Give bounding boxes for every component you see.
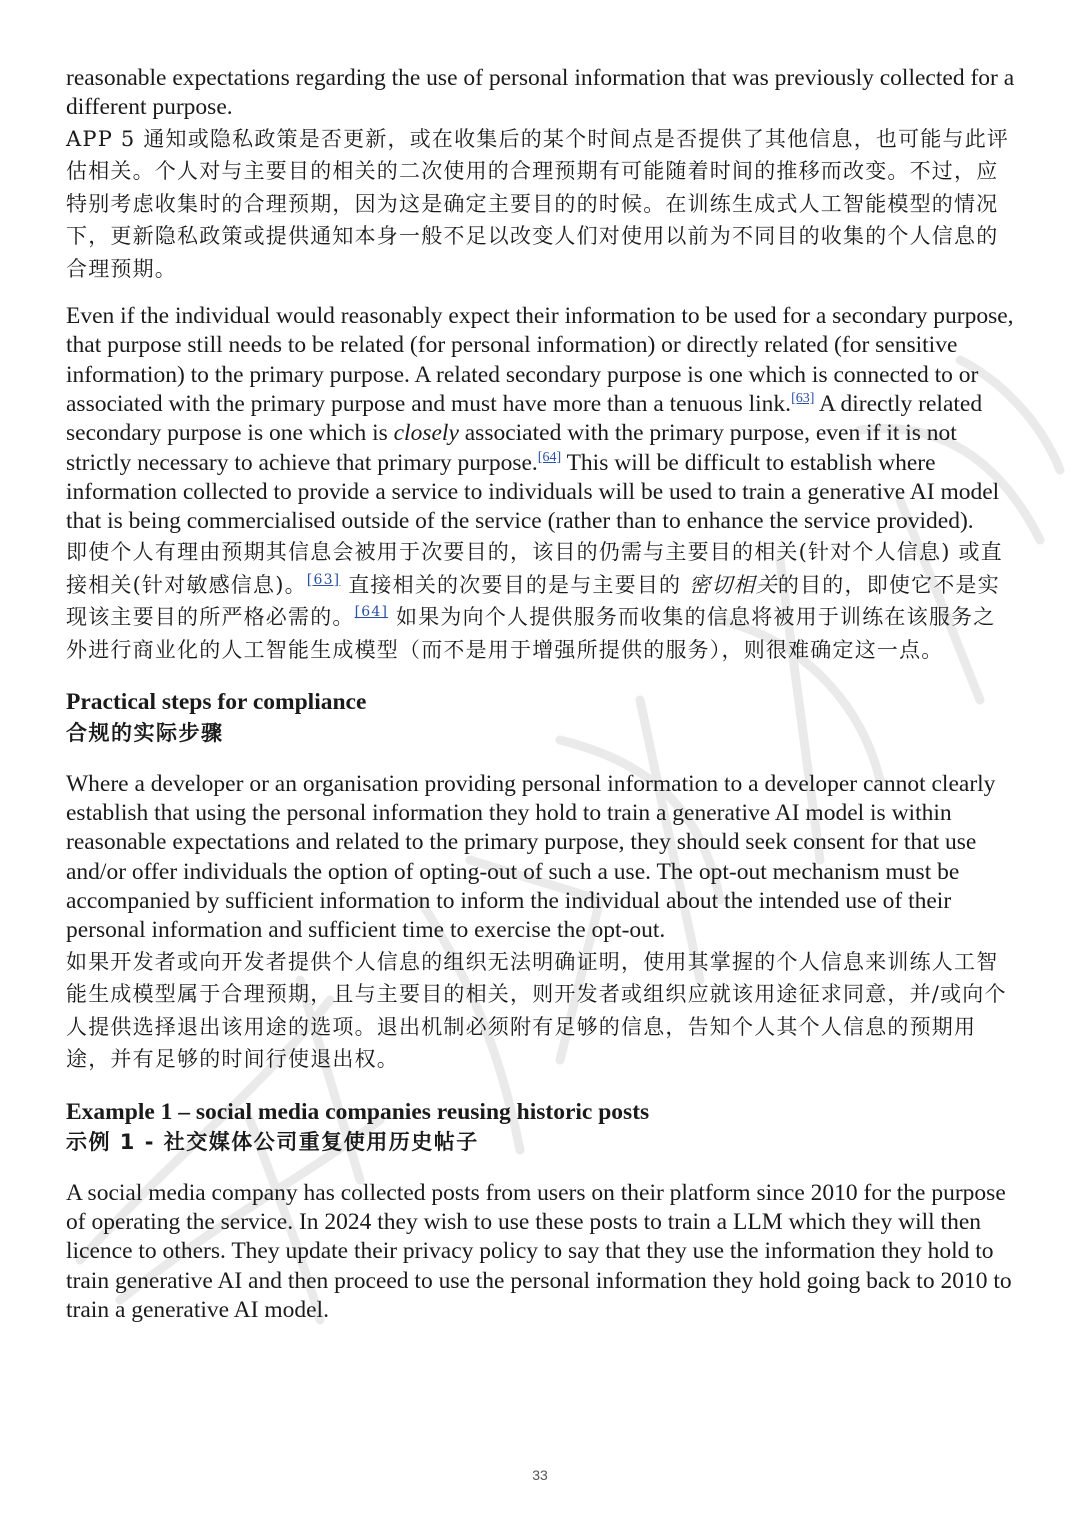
paragraph-3-zh: 如果开发者或向开发者提供个人信息的组织无法明确证明，使用其掌握的个人信息来训练人工智能生成模型属于合理预期，且与主要目的相关，则开发者或组织应就该用途征求同意，并/或向个人提供选择退出该用途的选项。退出机制必须附有足够的信息，告知个人其个人信息的预期用途，并有足够的时间行使退出权。 xyxy=(66,949,1007,1072)
footnote-link-63[interactable]: [63] xyxy=(791,391,815,407)
paragraph-2-zh: 即使个人有理由预期其信息会被用于次要目的，该目的仍需与主要目的相关(针对个人信息) 或直接相关(针对敏感信息)。[63] 直接相关的次要目的是与主要目的 密切相关的目的，即使它不是实现该主要目的所严格必需的。[64] 如果为向个人提供服务而收集的信息将被用于训练在该服务之外进行商业化的人工智能生成模型（而不是用于增强所提供的服务），则很难确定这一点。 xyxy=(66,540,1003,662)
page-number: 33 xyxy=(532,1467,548,1483)
paragraph-4-en: A social media company has collected posts from users on their platform since 2010 for the purpose of operating the service. In 2024 they wish to use these posts to train a LLM which they will then licence to others. They update their privacy policy to say that they use the information they hold to train generative AI and then proceed to use the personal information they hold going back to 2010 to train a generative AI model. xyxy=(66,1179,1012,1324)
footnote-link-63-zh[interactable]: [63] xyxy=(306,571,341,588)
footnote-link-64[interactable]: [64] xyxy=(537,449,562,465)
paragraph-2-en: Even if the individual would reasonably expect their information to be used for a secondary purpose, that purpose still needs to be related (for personal information) or directly related (for sensitive information) to the primary purpose. A related secondary purpose is one which is connected to or associated with the primary purpose and must have more than a tenuous link.[63] A directly related secondary purpose is one which is closely associated with the primary purpose, even if it is not strictly necessary to achieve that primary purpose.[64] This will be difficult to establish where information collected to provide a service to individuals will be used to train a generative AI model that is being commercialised outside of the service (rather than to enhance the service provided). xyxy=(66,303,1014,535)
heading-example-1-zh: 示例 1 - 社交媒体公司重复使用历史帖子 xyxy=(66,1129,479,1154)
paragraph-1-en: reasonable expectations regarding the use of personal information that was previously collected for a different purpose. xyxy=(66,65,1015,121)
document-body xyxy=(66,64,1016,1325)
heading-example-1-en: Example 1 – social media companies reusing historic posts xyxy=(66,1098,650,1125)
heading-practical-steps-en: Practical steps for compliance xyxy=(66,689,367,716)
paragraph-1-zh: APP 5 通知或隐私政策是否更新，或在收集后的某个时间点是否提供了其他信息，也可能与此评估相关。个人对与主要目的相关的二次使用的合理预期有可能随着时间的推移而改变。不过，应特别考虑收集时的合理预期，因为这是确定主要目的的时候。在训练生成式人工智能模型的情况下，更新隐私政策或提供通知本身一般不足以改变人们对使用以前为不同目的收集的个人信息的合理预期。 xyxy=(66,126,1010,281)
footnote-link-64-zh[interactable]: [64] xyxy=(354,604,389,621)
heading-practical-steps-zh: 合规的实际步骤 xyxy=(66,720,224,745)
paragraph-3-en: Where a developer or an organisation providing personal information to a developer cannot clearly establish that using the personal information they hold to train a generative AI model is within reasonable expectations and related to the primary purpose, they should seek consent for that use and/or offer individuals the option of opting-out of such a use. The opt-out mechanism must be accompanied by sufficient information to inform the individual about the intended use of their personal information and sufficient time to exercise the opt-out. xyxy=(66,770,996,944)
